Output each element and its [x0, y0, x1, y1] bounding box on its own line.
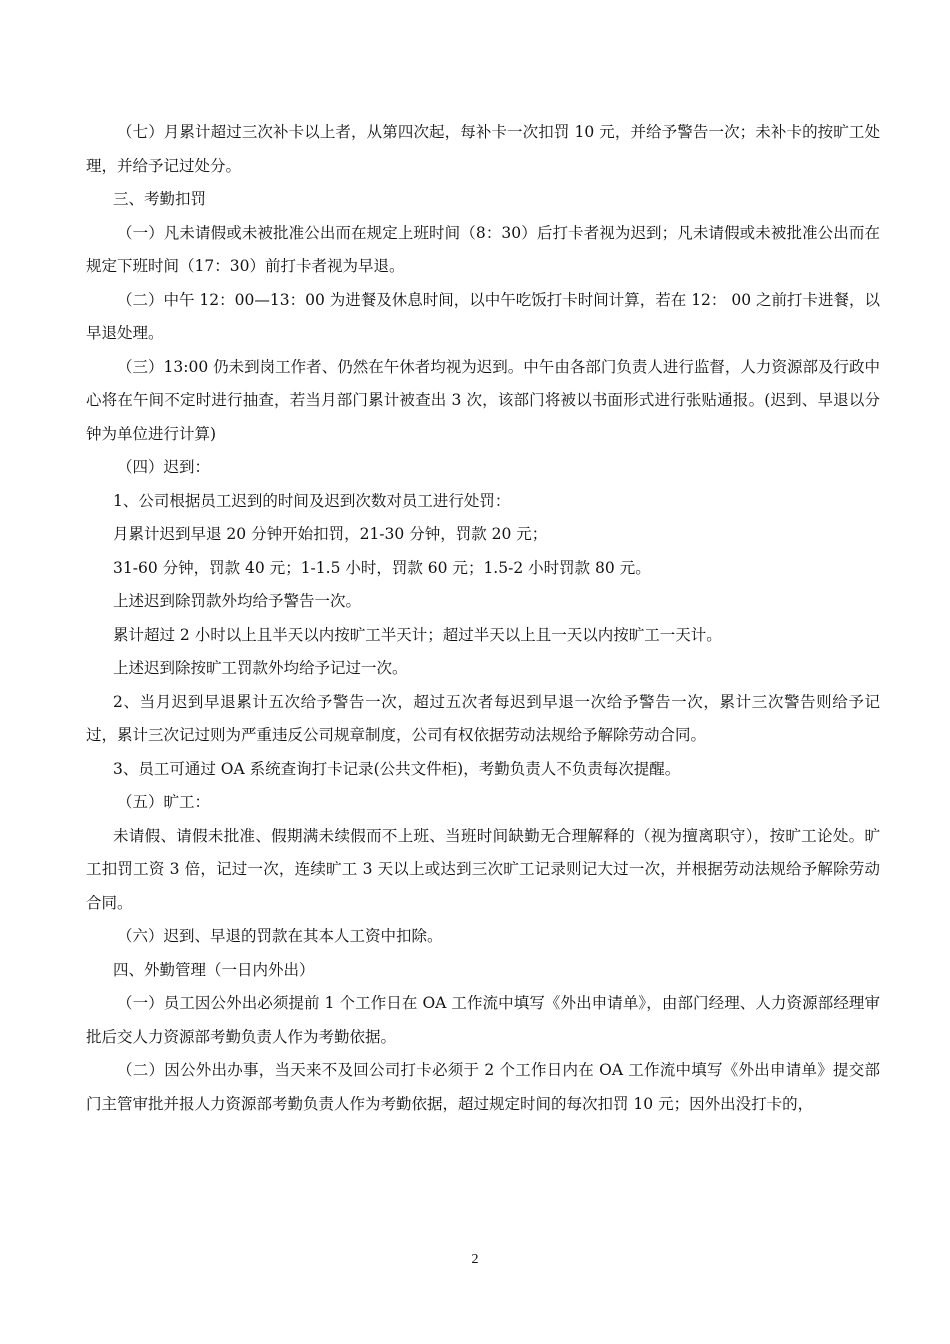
paragraph: （一）员工因公外出必须提前 1 个工作日在 OA 工作流中填写《外出申请单》，由部门经理、人力资源部经理审批后交人力资源部考勤负责人作为考勤依据。	[86, 994, 880, 1046]
page-number: 2	[471, 1252, 479, 1267]
paragraph: （五）旷工：	[117, 793, 211, 811]
paragraph: （七）月累计超过三次补卡以上者，从第四次起，每补卡一次扣罚 10 元，并给予警告一次；未补卡的按旷工处理，并给予记过处分。	[86, 123, 880, 175]
document-body	[86, 116, 880, 1121]
paragraph: 四、外勤管理（一日内外出）	[113, 960, 315, 979]
paragraph: 上述迟到除罚款外均给予警告一次。	[113, 592, 362, 610]
paragraph: （六）迟到、早退的罚款在其本人工资中扣除。	[117, 927, 443, 945]
paragraph: 上述迟到除按旷工罚款外均给予记过一次。	[113, 659, 408, 677]
paragraph: 三、考勤扣罚	[113, 190, 207, 208]
paragraph: 未请假、请假未批准、假期满未续假而不上班、当班时间缺勤无合理解释的（视为擅离职守），按旷工论处。旷工扣罚工资 3 倍，记过一次，连续旷工 3 天以上或达到三次旷工记录则记大过一次，并根据劳动法规给予解除劳动合同。	[86, 826, 880, 912]
paragraph: 月累计迟到早退 20 分钟开始扣罚，21-30 分钟，罚款 20 元；	[113, 525, 548, 543]
paragraph: （四）迟到：	[117, 458, 211, 476]
paragraph: 累计超过 2 小时以上且半天以内按旷工半天计；超过半天以上且一天以内按旷工一天计。	[113, 625, 722, 644]
paragraph: （一）凡未请假或未被批准公出而在规定上班时间（8：30）后打卡者视为迟到；凡未请假或未被批准公出而在规定下班时间（17：30）前打卡者视为早退。	[86, 223, 880, 275]
paragraph: 2、当月迟到早退累计五次给予警告一次，超过五次者每迟到早退一次给予警告一次，累计三次警告则给予记过，累计三次记过则为严重违反公司规章制度，公司有权依据劳动法规给予解除劳动合同。	[86, 692, 880, 744]
paragraph: 31-60 分钟，罚款 40 元；1-1.5 小时，罚款 60 元；1.5-2 小时罚款 80 元。	[113, 558, 651, 577]
paragraph: 3、员工可通过 OA 系统查询打卡记录(公共文件柜)，考勤负责人不负责每次提醒。	[113, 759, 681, 778]
paragraph: （三）13:00 仍未到岗工作者、仍然在午休者均视为迟到。中午由各部门负责人进行监督，人力资源部及行政中心将在午间不定时进行抽查，若当月部门累计被查出 3 次，该部门将被以书面形式进行张贴通报。(迟到、早退以分钟为单位进行计算)	[86, 357, 880, 443]
paragraph: 1、公司根据员工迟到的时间及迟到次数对员工进行处罚：	[113, 491, 511, 510]
paragraph: （二）中午 12：00—13：00 为进餐及休息时间，以中午吃饭打卡时间计算，若在 12： 00 之前打卡进餐，以早退处理。	[86, 290, 880, 342]
paragraph: （二）因公外出办事，当天来不及回公司打卡必须于 2 个工作日内在 OA 工作流中填写《外出申请单》提交部门主管审批并报人力资源部考勤负责人作为考勤依据，超过规定时间的每次扣罚 10 元；因外出没打卡的，	[86, 1061, 880, 1113]
